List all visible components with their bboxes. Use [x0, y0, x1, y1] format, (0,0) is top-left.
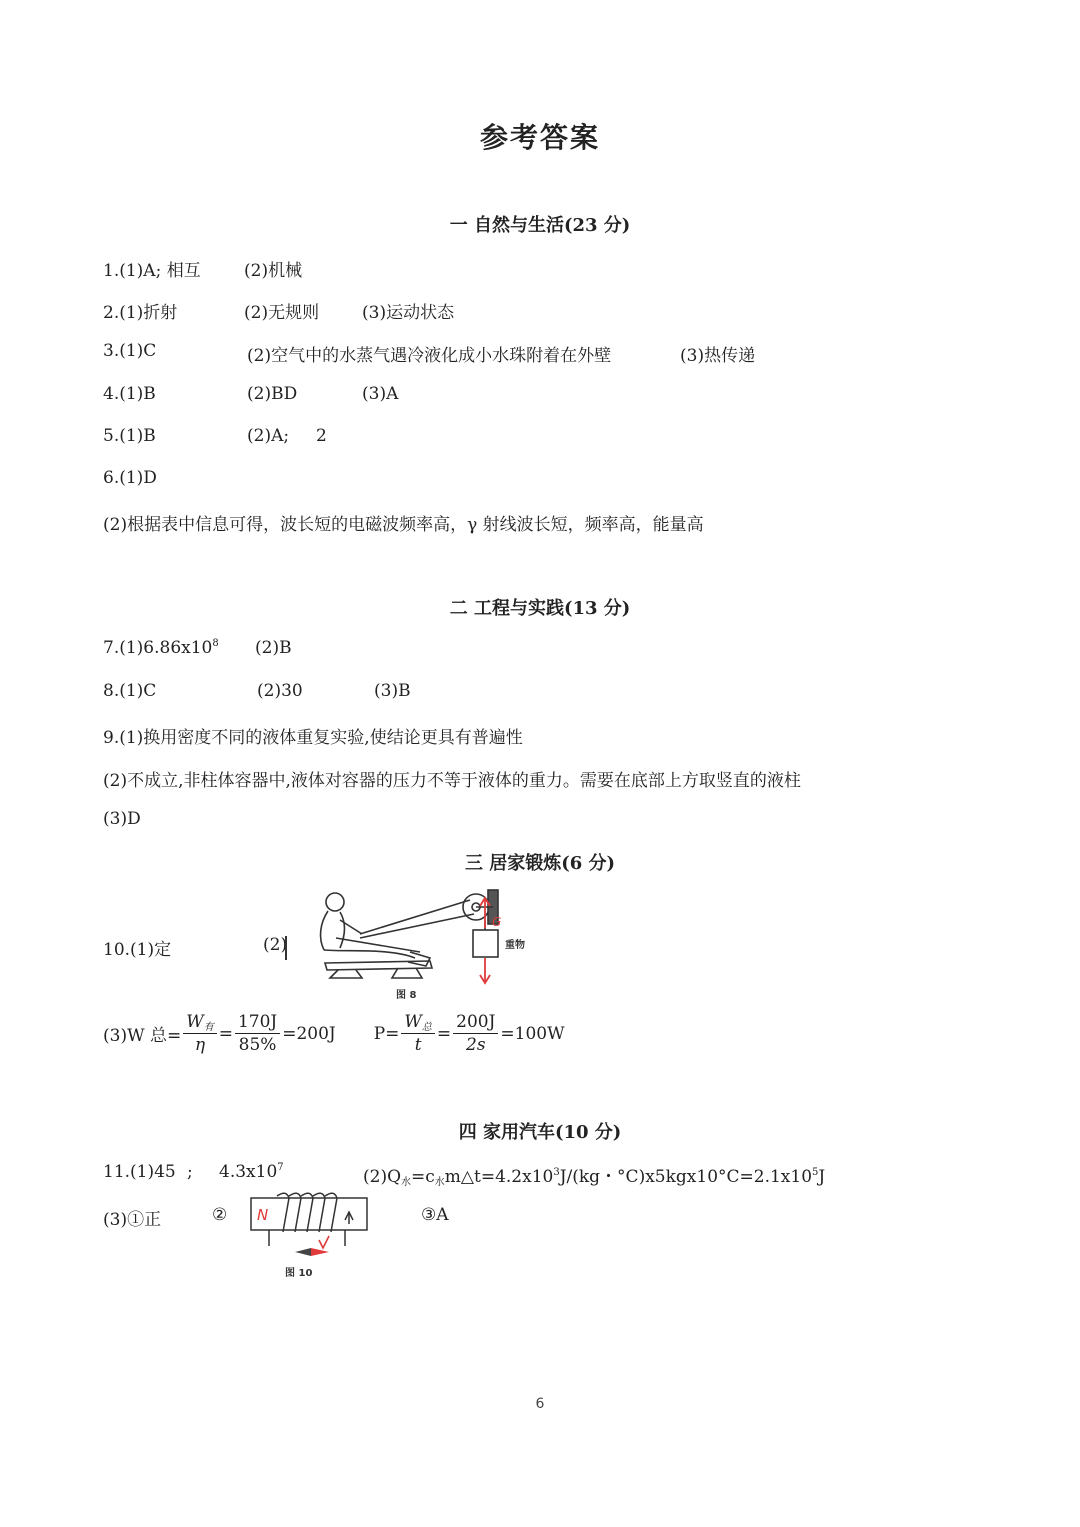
- fraction-170-85: $\frac{170J}{85\%}$: [235, 1011, 280, 1056]
- answer-3-2: (2)空气中的水蒸气遇冷液化成小水珠附着在外壁: [247, 346, 612, 366]
- figure-10-caption: 图 10: [285, 1268, 313, 1279]
- section-heading-2: 二 工程与实践(13 分): [449, 598, 631, 619]
- answer-1-1: 1.(1)A; 相互: [103, 261, 201, 281]
- answer-7-2: (2)B: [255, 638, 292, 658]
- answer-11-3-3: ③A: [421, 1205, 449, 1225]
- weight-label: 重物: [505, 940, 525, 951]
- answer-9-1: 9.(1)换用密度不同的液体重复实验,使结论更具有普遍性: [103, 728, 523, 748]
- answer-5-3: 2: [316, 426, 327, 446]
- answer-4-3: (3)A: [362, 384, 399, 404]
- section-heading-3: 三 居家锻炼(6 分): [464, 853, 616, 874]
- answer-3-1: 3.(1)C: [103, 341, 157, 361]
- answer-11-1-sep: ;: [187, 1162, 193, 1182]
- answer-8-2: (2)30: [257, 681, 303, 701]
- answer-11-1-b: $4.3x10^7$: [219, 1162, 284, 1182]
- page-number: 6: [535, 1396, 545, 1412]
- answer-4-2: (2)BD: [247, 384, 298, 404]
- answer-11-2: $(2)Q_水=c_水m\triangle t=4.2x10^3J/(kg$・$^\circ C)x5kgx10^\circ C=2.1x10^5J$: [363, 1167, 826, 1188]
- answer-10-2: (2): [263, 935, 288, 955]
- figure-10-solenoid: [245, 1192, 375, 1282]
- answer-6-1: 6.(1)D: [103, 468, 157, 488]
- figure-8-caption: 图 8: [396, 990, 417, 1001]
- answer-2-2: (2)无规则: [244, 303, 320, 323]
- answer-3-3: (3)热传递: [680, 346, 756, 366]
- answer-9-2: (2)不成立,非柱体容器中,液体对容器的压力不等于液体的重力。需要在底部上方取竖直的液柱: [103, 771, 801, 791]
- answer-9-3: (3)D: [103, 809, 141, 829]
- figure-8-rowing-pulley: [280, 878, 550, 1003]
- answer-4-1: 4.(1)B: [103, 384, 156, 404]
- page-title: 参考答案: [479, 121, 600, 154]
- fraction-w-t: $\frac{W_总}{t}$: [401, 1011, 434, 1056]
- answer-8-3: (3)B: [374, 681, 411, 701]
- answer-5-1: 5.(1)B: [103, 426, 156, 446]
- answer-2-1: 2.(1)折射: [103, 303, 178, 323]
- answer-2-3: (3)运动状态: [362, 303, 455, 323]
- fraction-200-2s: $\frac{200J}{2s}$: [453, 1011, 498, 1056]
- answer-10-1: 10.(1)定: [103, 940, 172, 960]
- answer-1-2: (2)机械: [244, 261, 303, 281]
- fraction-w-eta: $\frac{W_有}{\eta}$: [183, 1011, 216, 1056]
- section-heading-4: 四 家用汽车(10 分): [458, 1122, 622, 1143]
- answer-8-1: 8.(1)C: [103, 681, 157, 701]
- answer-6-2: (2)根据表中信息可得，波长短的电磁波频率高，γ 射线波长短，频率高，能量高: [103, 515, 704, 535]
- answer-10-3: (3)W 总= $\frac{W_有}{\eta}$ = $\frac{170J}{85\%}$ =200J P= $\frac{W_总}{t}$ = $\frac{200J}{2s}$ =100W: [103, 1012, 565, 1055]
- answer-11-3-2: ②: [212, 1205, 228, 1225]
- answer-11-3: (3)①正: [103, 1210, 162, 1230]
- handwritten-force-label: G: [492, 915, 502, 929]
- answer-11-1: 11.(1)45: [103, 1162, 176, 1182]
- handwritten-pole-label: N: [257, 1206, 269, 1224]
- section-heading-1: 一 自然与生活(23 分): [449, 215, 631, 236]
- answer-7-1: $7.(1)6.86x10^8$: [103, 638, 219, 658]
- answer-5-2: (2)A;: [247, 426, 290, 446]
